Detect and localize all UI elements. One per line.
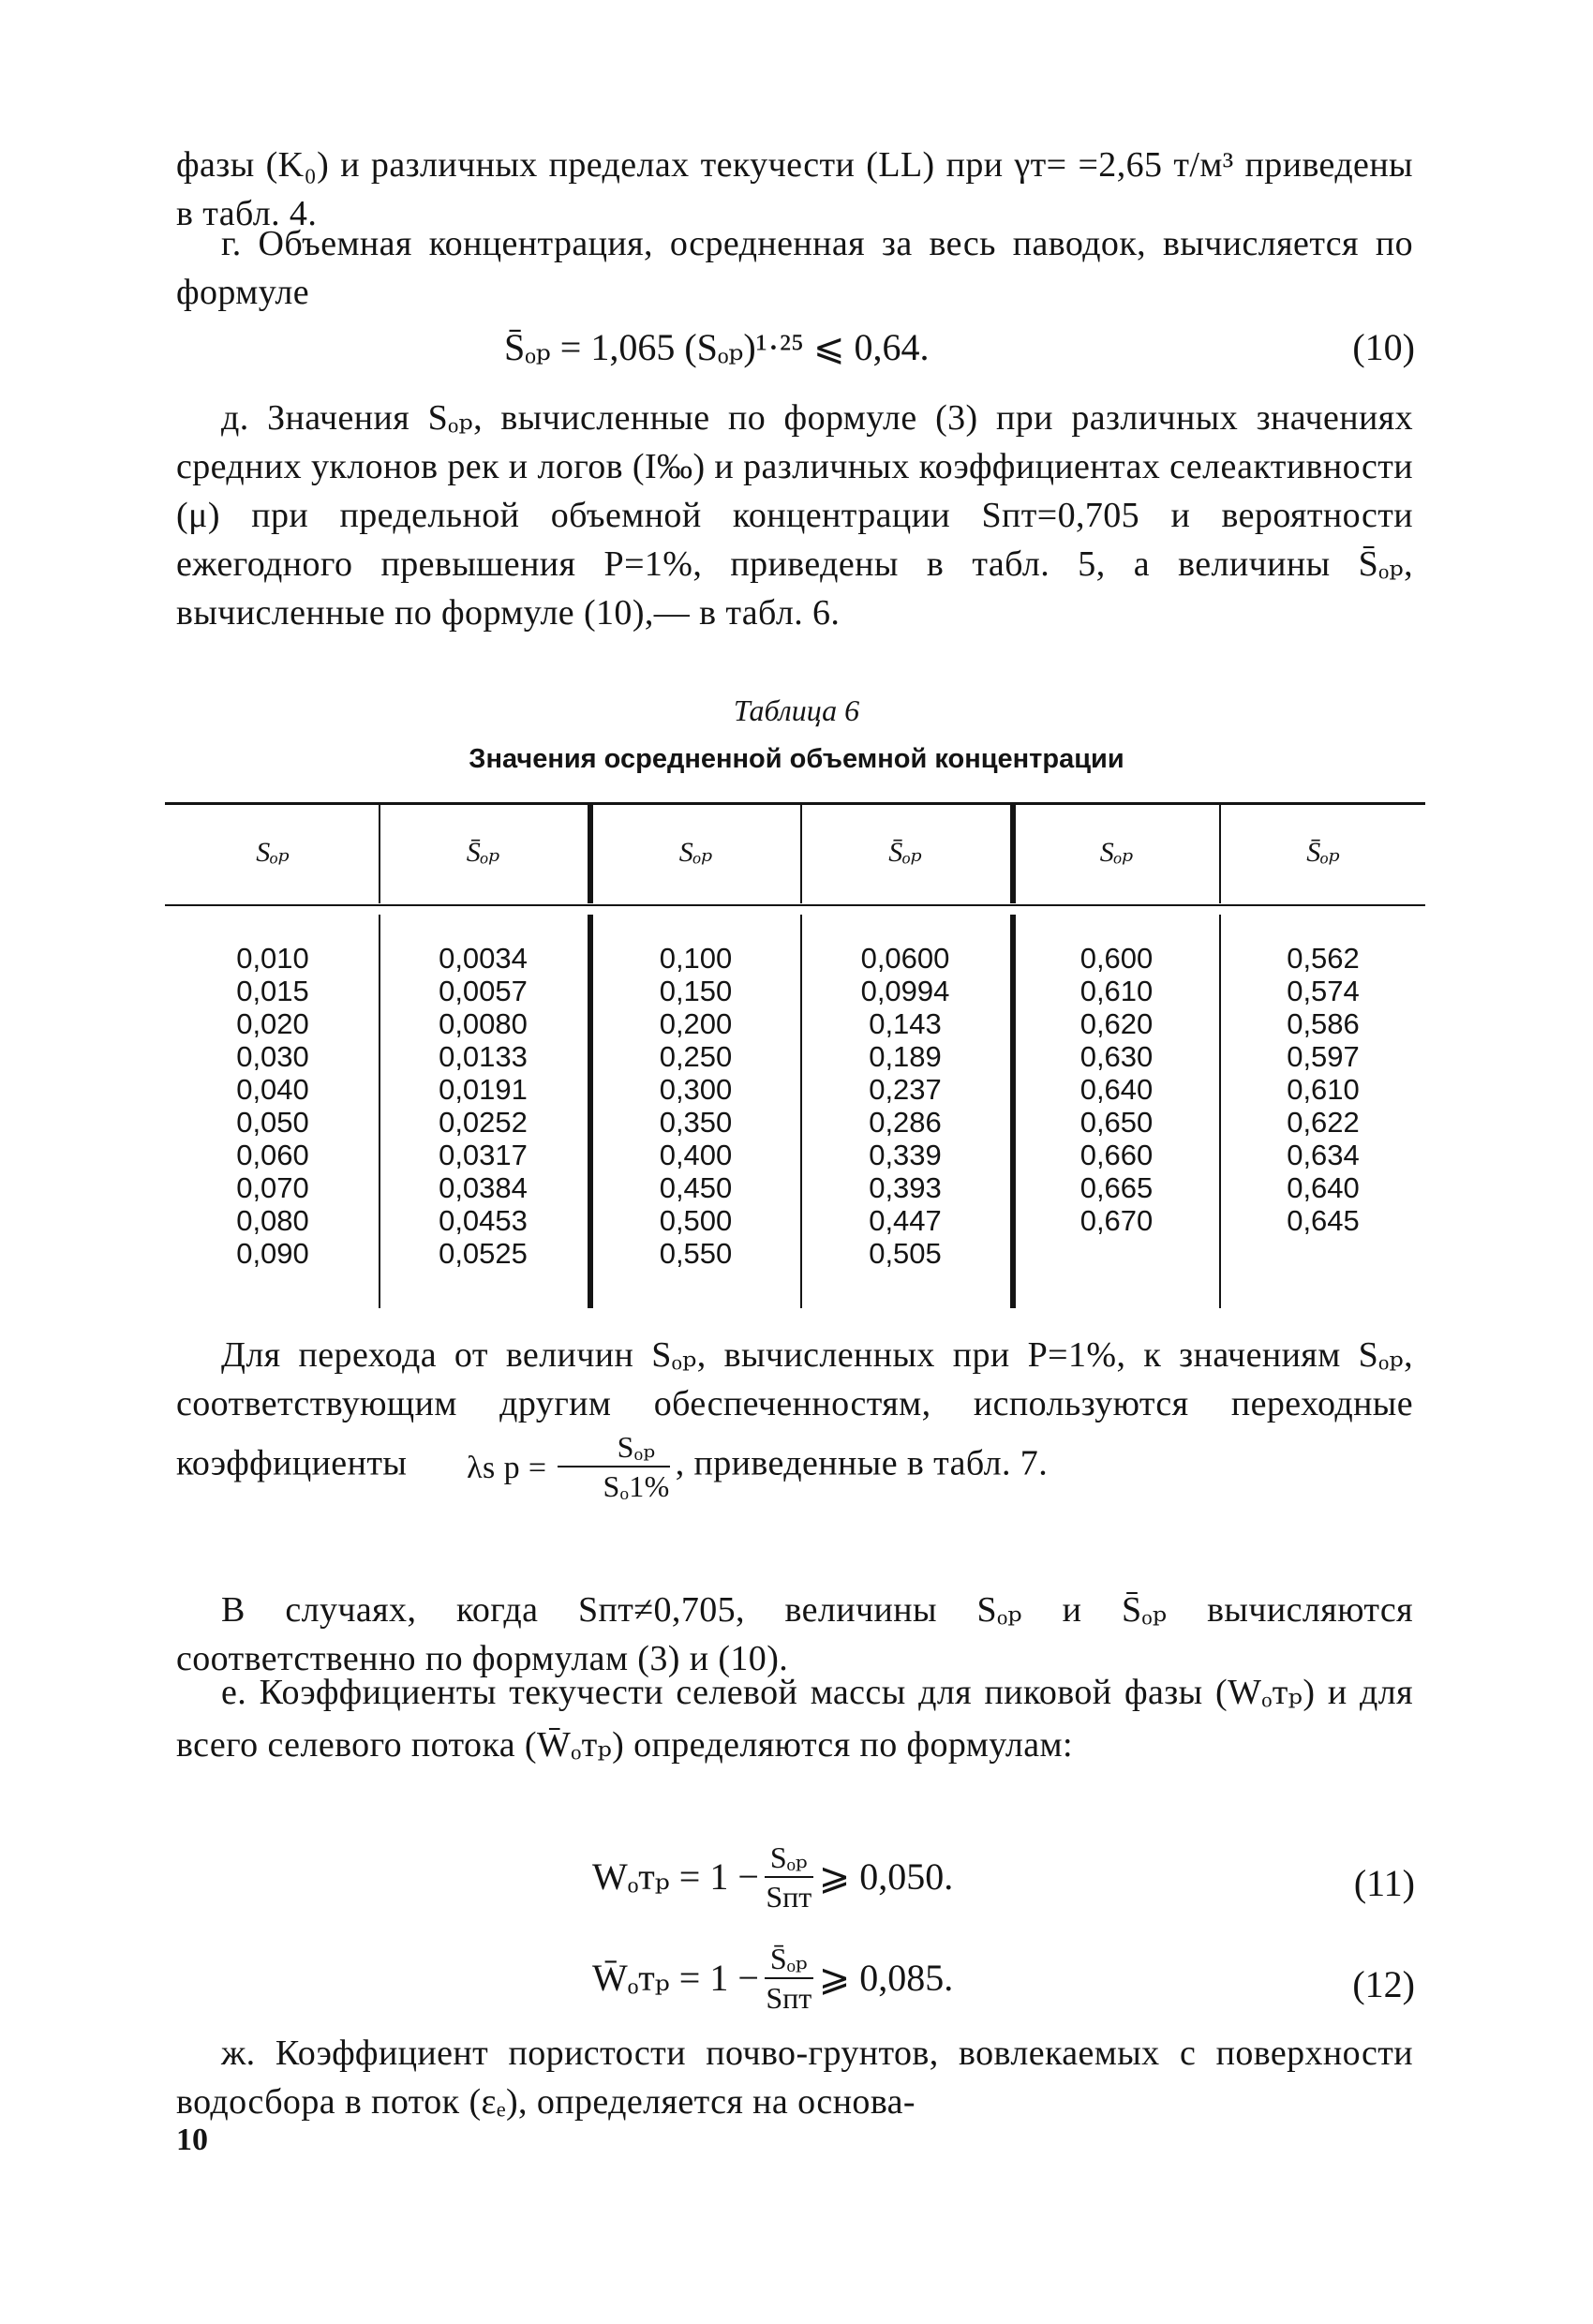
table-column bbox=[169, 942, 377, 1270]
table-cell: 0,505 bbox=[869, 1237, 942, 1270]
table-cell: 0,100 bbox=[659, 942, 733, 975]
table-header-cell: S̄ₒₚ bbox=[1306, 837, 1340, 868]
table-cell: 0,339 bbox=[869, 1139, 942, 1171]
table-cell: 0,200 bbox=[659, 1007, 733, 1040]
table-cell: 0,250 bbox=[659, 1040, 733, 1073]
table-column bbox=[380, 942, 586, 1270]
table-cell: 0,0525 bbox=[439, 1237, 528, 1270]
paragraph-g: г. Объемная концентрация, осредненная за весь паводок, вычисляется по формуле bbox=[176, 224, 1413, 312]
formula-12-lhs: W̄ₒтₚ = 1 − bbox=[592, 1957, 759, 1999]
formula-11-numerator: Sₒₚ bbox=[765, 1839, 813, 1878]
paragraph-k0: фазы (K₀) и различных пределах текучести (LL) при γт= =2,65 т/м³ приведены в табл. 4. bbox=[176, 145, 1413, 233]
table-cell: 0,400 bbox=[659, 1139, 733, 1171]
table-cell: 0,015 bbox=[236, 975, 309, 1007]
table-cell: 0,0133 bbox=[439, 1040, 528, 1073]
table-cell: 0,600 bbox=[1079, 942, 1154, 975]
table-cell: 0,665 bbox=[1079, 1171, 1154, 1204]
table-cell: 0,0080 bbox=[439, 1007, 528, 1040]
formula-11-lhs: Wₒтₚ = 1 − bbox=[592, 1855, 759, 1898]
table-column bbox=[1016, 942, 1217, 1237]
table-cell: 0,080 bbox=[236, 1204, 309, 1237]
table-cell: 0,040 bbox=[236, 1073, 309, 1106]
paragraph-zh: ж. Коэффициент пористости почво-грунтов, вовлекаемых с поверхности водосбора в поток (εₑ), определяется на основа- bbox=[176, 2034, 1413, 2122]
table-cell: 0,620 bbox=[1079, 1007, 1154, 1040]
formula-11-fraction bbox=[765, 1839, 813, 1915]
table-cell: 0,030 bbox=[236, 1040, 309, 1073]
table-cell: 0,640 bbox=[1079, 1073, 1154, 1106]
formula-12-fraction bbox=[765, 1940, 813, 2017]
table-cell: 0,060 bbox=[236, 1139, 309, 1171]
paragraph-transition-text: Для перехода от величин Sₒₚ, вычисленных при P=1%, к значениям Sₒₚ, соответствующим другим обеспеченностям, используются переходные коэффициенты bbox=[176, 1335, 1413, 1483]
formula-11-number: (11) bbox=[1353, 1862, 1415, 1904]
page-number: 10 bbox=[176, 2123, 208, 2157]
table-header-cell: Sₒₚ bbox=[1099, 837, 1134, 868]
table-column bbox=[593, 942, 798, 1270]
table-cell: 0,645 bbox=[1287, 1204, 1360, 1237]
table-cell: 0,070 bbox=[236, 1171, 309, 1204]
table-header-cell: Sₒₚ bbox=[256, 837, 290, 868]
table-cell: 0,650 bbox=[1079, 1106, 1154, 1139]
table-cell: 0,500 bbox=[659, 1204, 733, 1237]
table-cell: 0,0034 bbox=[439, 942, 528, 975]
paragraph-e: е. Коэффициенты текучести селевой массы для пиковой фазы (Wₒтₚ) и для всего селевого потока (W̄ₒтₚ) определяются по формулам: bbox=[176, 1673, 1413, 1765]
table-cell: 0,450 bbox=[659, 1171, 733, 1204]
formula-12-denominator: Sпт bbox=[766, 1981, 812, 2015]
table-cell: 0,0384 bbox=[439, 1171, 528, 1204]
table-cell: 0,550 bbox=[659, 1237, 733, 1270]
lambda-fraction bbox=[558, 1428, 669, 1505]
formula-12 bbox=[592, 1940, 953, 2017]
table-cell: 0,447 bbox=[869, 1204, 942, 1237]
table-cell: 0,237 bbox=[869, 1073, 942, 1106]
table-cell: 0,0994 bbox=[860, 975, 950, 1007]
paragraph-d: д. Значения Sₒₚ, вычисленные по формуле (3) при различных значениях средних уклонов рек и логов (I‰) и различных коэффициентах селеактивности (μ) при предельной объемной концентрации Sпт=0,705 и вероятности ежегодного превышения P=1%, приведены в табл. 5, а величины S̄ₒₚ, вычисленные по формуле (10),— в табл. 6. bbox=[176, 398, 1413, 633]
table-header-cell: S̄ₒₚ bbox=[888, 837, 922, 868]
formula-11-denominator: Sпт bbox=[766, 1880, 812, 1914]
table-cell: 0,0057 bbox=[439, 975, 528, 1007]
formula-11 bbox=[592, 1839, 953, 1915]
table-caption: Таблица 6 bbox=[733, 693, 860, 727]
lambda-lhs: λs p = bbox=[467, 1451, 547, 1486]
table-cell: 0,0317 bbox=[439, 1139, 528, 1171]
table-cell: 0,586 bbox=[1287, 1007, 1360, 1040]
table-cell: 0,610 bbox=[1079, 975, 1154, 1007]
table-cell: 0,393 bbox=[869, 1171, 942, 1204]
table-cell: 0,020 bbox=[236, 1007, 309, 1040]
table-column bbox=[1221, 942, 1425, 1237]
table-cell: 0,090 bbox=[236, 1237, 309, 1270]
table-cell: 0,189 bbox=[869, 1040, 942, 1073]
table-cell: 0,050 bbox=[236, 1106, 309, 1139]
lambda-numerator: Sₒₚ bbox=[558, 1428, 669, 1467]
table-cell: 0,0600 bbox=[860, 942, 950, 975]
formula-12-numerator: S̄ₒₚ bbox=[765, 1940, 813, 1979]
table-cell: 0,630 bbox=[1079, 1040, 1154, 1073]
formula-11-rhs: ⩾ 0,050. bbox=[818, 1855, 954, 1898]
lambda-formula bbox=[422, 1442, 546, 1491]
table-cell: 0,143 bbox=[869, 1007, 942, 1040]
formula-10-number: (10) bbox=[1352, 326, 1415, 368]
table-column bbox=[802, 942, 1008, 1270]
table-cell: 0,670 bbox=[1079, 1204, 1154, 1237]
table-header-rule bbox=[165, 904, 1425, 906]
table-top-rule bbox=[165, 802, 1425, 805]
table-cell: 0,622 bbox=[1287, 1106, 1360, 1139]
table-cell: 0,634 bbox=[1287, 1139, 1360, 1171]
formula-12-number: (12) bbox=[1352, 1963, 1415, 2005]
table-header-cell: S̄ₒₚ bbox=[466, 837, 500, 868]
table-cell: 0,562 bbox=[1287, 942, 1360, 975]
table-cell: 0,597 bbox=[1287, 1040, 1360, 1073]
table-cell: 0,300 bbox=[659, 1073, 733, 1106]
paragraph-cases: В случаях, когда Sпт≠0,705, величины Sₒₚ и S̄ₒₚ вычисляются соответственно по формулам (3) и (10). bbox=[176, 1590, 1413, 1678]
table-cell: 0,0252 bbox=[439, 1106, 528, 1139]
table-cell: 0,640 bbox=[1287, 1171, 1360, 1204]
lambda-denominator: Sₒ1% bbox=[603, 1469, 670, 1503]
table-header-cell: Sₒₚ bbox=[678, 837, 713, 868]
paragraph-transition-tail: , приведенные в табл. 7. bbox=[675, 1443, 1049, 1483]
formula-12-rhs: ⩾ 0,085. bbox=[818, 1957, 954, 1999]
table-cell: 0,610 bbox=[1287, 1073, 1360, 1106]
formula-10: S̄ₒₚ = 1,065 (Sₒₚ)¹·²⁵ ⩽ 0,64. bbox=[504, 326, 930, 368]
table-cell: 0,0453 bbox=[439, 1204, 528, 1237]
paragraph-transition bbox=[176, 1331, 1413, 1505]
table-cell: 0,0191 bbox=[439, 1073, 528, 1106]
table-cell: 0,574 bbox=[1287, 975, 1360, 1007]
table-cell: 0,286 bbox=[869, 1106, 942, 1139]
table-title: Значения осредненной объемной концентрации bbox=[469, 744, 1124, 774]
table-cell: 0,350 bbox=[659, 1106, 733, 1139]
table-cell: 0,660 bbox=[1079, 1139, 1154, 1171]
table-cell: 0,010 bbox=[236, 942, 309, 975]
table-cell: 0,150 bbox=[659, 975, 733, 1007]
